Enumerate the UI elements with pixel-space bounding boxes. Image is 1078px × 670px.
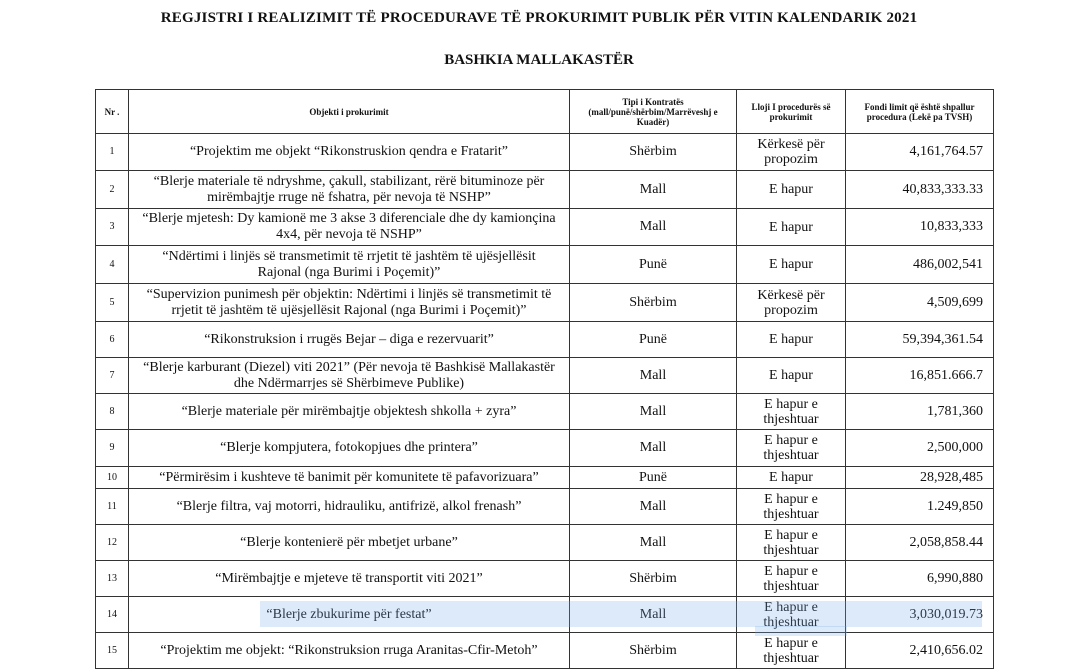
row-nr: 10: [96, 467, 129, 489]
row-nr: 5: [96, 284, 129, 322]
row-fondi: 2,058,858.44: [846, 525, 994, 561]
table-row: [96, 322, 994, 358]
table-row: [96, 358, 994, 394]
row-fondi: 4,161,764.57: [846, 134, 994, 171]
header-fondi: Fondi limit që është shpallur procedura (Lekë pa TVSH): [846, 90, 994, 134]
row-tipi: Mall: [570, 209, 737, 246]
row-lloji: E hapur: [737, 322, 846, 358]
header-nr: Nr .: [96, 90, 129, 134]
row-lloji: E hapur: [737, 209, 846, 246]
row-lloji: E hapur e thjeshtuar: [737, 525, 846, 561]
row-tipi: Shërbim: [570, 561, 737, 597]
row-lloji: E hapur: [737, 358, 846, 394]
row-nr: 15: [96, 633, 129, 669]
row-fondi: 1,781,360: [846, 394, 994, 430]
table-row: [96, 561, 994, 597]
table-row: [96, 489, 994, 525]
row-lloji: E hapur e thjeshtuar: [737, 394, 846, 430]
table-body: [96, 134, 994, 669]
table-row: [96, 430, 994, 467]
row-tipi: Mall: [570, 597, 737, 633]
row-objekti: “Blerje filtra, vaj motorri, hidrauliku, antifrizë, alkol frenash”: [129, 489, 570, 525]
row-tipi: Mall: [570, 525, 737, 561]
table-row: [96, 246, 994, 284]
row-tipi: Punë: [570, 246, 737, 284]
table-header-row: [96, 90, 994, 134]
row-objekti: “Ndërtimi i linjës së transmetimit të rrjetit të jashtëm të ujësjellësit Rajonal (nga Burimi i Poçemit)”: [129, 246, 570, 284]
row-lloji: E hapur e thjeshtuar: [737, 561, 846, 597]
table-row: [96, 633, 994, 669]
row-nr: 8: [96, 394, 129, 430]
table-row: [96, 171, 994, 209]
row-tipi: Mall: [570, 394, 737, 430]
row-fondi: 28,928,485: [846, 467, 994, 489]
table-row: [96, 597, 994, 633]
table-row: [96, 467, 994, 489]
row-fondi: 2,500,000: [846, 430, 994, 467]
table-row: [96, 134, 994, 171]
row-lloji: E hapur: [737, 171, 846, 209]
row-tipi: Mall: [570, 430, 737, 467]
row-fondi: 6,990,880: [846, 561, 994, 597]
row-fondi: 59,394,361.54: [846, 322, 994, 358]
row-nr: 2: [96, 171, 129, 209]
row-objekti: “Projektim me objekt “Rikonstruskion qendra e Fratarit”: [129, 134, 570, 171]
row-nr: 9: [96, 430, 129, 467]
row-lloji: E hapur e thjeshtuar: [737, 597, 846, 633]
row-objekti: “Rikonstruksion i rrugës Bejar – diga e rezervuarit”: [129, 322, 570, 358]
row-lloji: Kërkesë për propozim: [737, 284, 846, 322]
row-fondi: 1.249,850: [846, 489, 994, 525]
row-objekti: “Blerje materiale të ndryshme, çakull, stabilizant, rërë bituminoze për mirëmbajtje rruge në fshatra, për nevoja të NSHP”: [129, 171, 570, 209]
header-objekti: Objekti i prokurimit: [129, 90, 570, 134]
row-tipi: Shërbim: [570, 284, 737, 322]
row-fondi: 2,410,656.02: [846, 633, 994, 669]
row-fondi: 16,851.666.7: [846, 358, 994, 394]
table-row: [96, 284, 994, 322]
row-objekti: “Blerje karburant (Diezel) viti 2021” (Për nevoja të Bashkisë Mallakastër dhe Ndërmarrjes së Shërbimeve Publike): [129, 358, 570, 394]
row-objekti: “Përmirësim i kushteve të banimit për komunitete të pafavorizuara”: [129, 467, 570, 489]
row-fondi: 486,002,541: [846, 246, 994, 284]
row-objekti: “Blerje materiale për mirëmbajtje objektesh shkolla + zyra”: [129, 394, 570, 430]
row-lloji: E hapur e thjeshtuar: [737, 430, 846, 467]
row-nr: 6: [96, 322, 129, 358]
header-lloji: Lloji I procedurës së prokurimit: [737, 90, 846, 134]
row-nr: 3: [96, 209, 129, 246]
row-lloji: E hapur e thjeshtuar: [737, 489, 846, 525]
row-nr: 1: [96, 134, 129, 171]
row-fondi: 4,509,699: [846, 284, 994, 322]
row-objekti: “Supervizion punimesh për objektin: Ndërtimi i linjës së transmetimit të rrjetit të jashtëm të ujësjellësit Rajonal (nga Burimi i Poçemit)”: [129, 284, 570, 322]
row-objekti: “Mirëmbajtje e mjeteve të transportit viti 2021”: [129, 561, 570, 597]
table-row: [96, 209, 994, 246]
row-fondi: 10,833,333: [846, 209, 994, 246]
row-tipi: Punë: [570, 467, 737, 489]
row-fondi: 40,833,333.33: [846, 171, 994, 209]
row-nr: 4: [96, 246, 129, 284]
row-nr: 13: [96, 561, 129, 597]
document-title: REGJISTRI I REALIZIMIT TË PROCEDURAVE TË PROKURIMIT PUBLIK PËR VITIN KALENDARIK 2021: [160, 10, 918, 26]
row-nr: 11: [96, 489, 129, 525]
table-row: [96, 525, 994, 561]
row-tipi: Mall: [570, 171, 737, 209]
row-nr: 12: [96, 525, 129, 561]
row-tipi: Shërbim: [570, 633, 737, 669]
row-tipi: Mall: [570, 358, 737, 394]
header-tipi: Tipi i Kontratës (mall/punë/shërbim/Marrëveshj e Kuadër): [570, 90, 737, 134]
row-objekti: “Projektim me objekt: “Rikonstruksion rruga Aranitas-Cfir-Metoh”: [129, 633, 570, 669]
row-lloji: E hapur: [737, 467, 846, 489]
table-row: [96, 394, 994, 430]
row-nr: 14: [96, 597, 129, 633]
row-lloji: Kërkesë për propozim: [737, 134, 846, 171]
row-lloji: E hapur: [737, 246, 846, 284]
row-fondi: 3,030,019.73: [846, 597, 994, 633]
row-objekti: “Blerje zbukurime për festat”: [129, 597, 570, 633]
row-tipi: Mall: [570, 489, 737, 525]
row-objekti: “Blerje kontenierë për mbetjet urbane”: [129, 525, 570, 561]
row-objekti: “Blerje mjetesh: Dy kamionë me 3 akse 3 diferenciale dhe dy kamionçina 4x4, për nevoja të NSHP”: [129, 209, 570, 246]
row-tipi: Punë: [570, 322, 737, 358]
row-objekti: “Blerje kompjutera, fotokopjues dhe printera”: [129, 430, 570, 467]
procurement-table: [95, 89, 994, 669]
row-lloji: E hapur e thjeshtuar: [737, 633, 846, 669]
row-nr: 7: [96, 358, 129, 394]
document-subtitle: BASHKIA MALLAKASTËR: [444, 52, 634, 68]
row-tipi: Shërbim: [570, 134, 737, 171]
